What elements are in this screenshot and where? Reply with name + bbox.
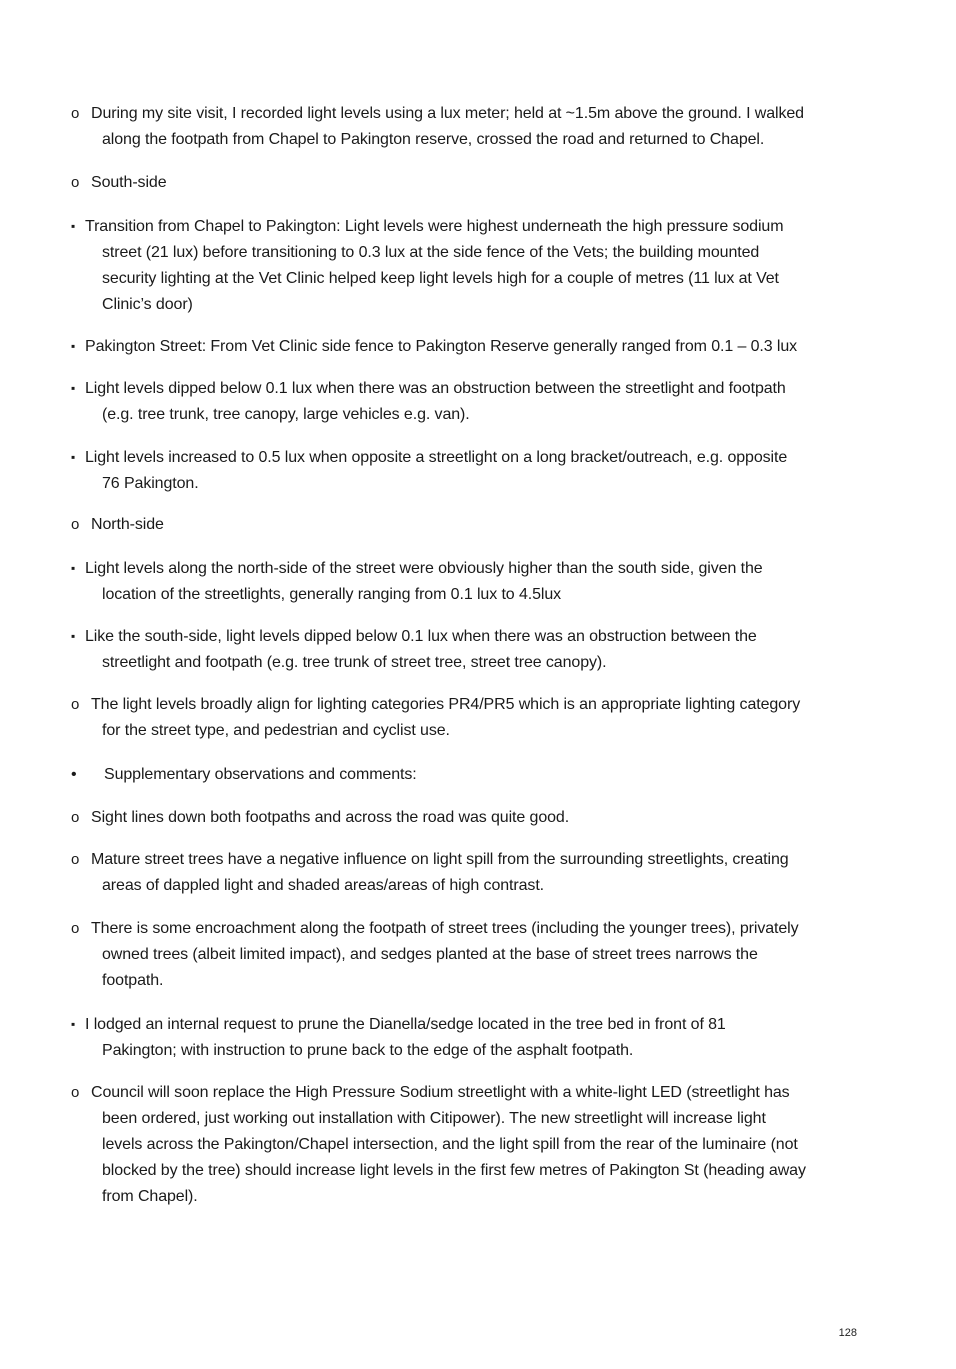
square-bullet-icon: ▪ [71,629,76,643]
paragraph-line: areas of dappled light and shaded areas/areas of high contrast. [102,877,545,894]
paragraph-line: location of the streetlights, generally ranging from 0.1 lux to 4.5lux [102,586,562,603]
list-item [71,1011,861,1064]
section-heading: North-side [91,516,164,533]
paragraph-line: footpath. [102,972,164,989]
bullet-icon: • [71,766,77,783]
list-item [71,555,861,608]
paragraph-line: Transition from Chapel to Pakington: Light levels were highest underneath the high pressure sodium [85,218,784,235]
paragraph-line: security lighting at the Vet Clinic helped keep light levels high for a couple of metres (11 lux at Vet [102,270,779,287]
circle-bullet-icon: o [71,851,80,868]
list-item [71,762,861,788]
list-item [71,623,861,676]
list-item [71,444,861,497]
list-item [71,512,861,538]
circle-bullet-icon: o [71,920,80,937]
circle-bullet-icon: o [71,516,80,533]
paragraph-line: The light levels broadly align for lighting categories PR4/PR5 which is an appropriate lighting category [91,696,801,713]
paragraph-line: Sight lines down both footpaths and across the road was quite good. [91,809,570,826]
circle-bullet-icon: o [71,696,80,713]
paragraph-line: Light levels along the north-side of the street were obviously higher than the south side, given the [85,560,763,577]
paragraph-line: street (21 lux) before transitioning to 0.3 lux at the side fence of the Vets; the building mounted [102,244,760,261]
paragraph-line: I lodged an internal request to prune the Dianella/sedge located in the tree bed in front of 81 [85,1016,726,1033]
list-item [71,692,861,744]
section-heading: South-side [91,174,167,191]
paragraph-line: owned trees (albeit limited impact), and sedges planted at the base of street trees narrows the [102,946,758,963]
paragraph-line: Light levels increased to 0.5 lux when opposite a streetlight on a long bracket/outreach, e.g. opposite [85,449,788,466]
page-number: 128 [838,1327,857,1339]
paragraph-line: for the street type, and pedestrian and cyclist use. [102,722,450,739]
list-item [71,916,861,994]
square-bullet-icon: ▪ [71,561,76,575]
paragraph-line: Light levels dipped below 0.1 lux when there was an obstruction between the streetlight and footpath [85,380,786,397]
square-bullet-icon: ▪ [71,381,76,395]
paragraph-line: blocked by the tree) should increase light levels in the first few metres of Pakington St (heading away [102,1162,806,1179]
paragraph-line: Pakington; with instruction to prune back to the edge of the asphalt footpath. [102,1042,634,1059]
paragraph-line: (e.g. tree trunk, tree canopy, large vehicles e.g. van). [102,406,470,423]
paragraph-line: There is some encroachment along the footpath of street trees (including the younger trees), privately [91,920,799,937]
paragraph-line: Pakington Street: From Vet Clinic side fence to Pakington Reserve generally ranged from 0.1 – 0.3 lux [85,338,798,355]
paragraph-line: Clinic’s door) [102,296,193,313]
paragraph-line: Like the south-side, light levels dipped below 0.1 lux when there was an obstruction between the [85,628,757,645]
list-item [71,847,861,899]
paragraph-line: streetlight and footpath (e.g. tree trunk of street tree, street tree canopy). [102,654,607,671]
paragraph-line: During my site visit, I recorded light levels using a lux meter; held at ~1.5m above the ground. I walked [91,105,804,122]
list-item [71,375,861,428]
circle-bullet-icon: o [71,1084,80,1101]
list-item [71,333,861,360]
paragraph-line: levels across the Pakington/Chapel intersection, and the light spill from the rear of the luminaire (not [102,1136,798,1153]
circle-bullet-icon: o [71,105,80,122]
section-heading: Supplementary observations and comments: [104,766,417,783]
paragraph-line: 76 Pakington. [102,475,199,492]
circle-bullet-icon: o [71,809,80,826]
square-bullet-icon: ▪ [71,1017,76,1031]
circle-bullet-icon: o [71,174,80,191]
paragraph-line: from Chapel). [102,1188,198,1205]
list-item [71,213,861,318]
list-item [71,101,861,153]
list-item [71,805,861,831]
paragraph-line: Council will soon replace the High Pressure Sodium streetlight with a white-light LED (streetlight has [91,1084,790,1101]
paragraph-line: been ordered, just working out installation with Citipower). The new streetlight will increase light [102,1110,766,1127]
square-bullet-icon: ▪ [71,339,76,353]
list-item [71,170,861,196]
paragraph-line: along the footpath from Chapel to Pakington reserve, crossed the road and returned to Chapel. [102,131,765,148]
square-bullet-icon: ▪ [71,450,76,464]
list-item [71,1080,861,1210]
paragraph-line: Mature street trees have a negative influence on light spill from the surrounding streetlights, creating [91,851,789,868]
square-bullet-icon: ▪ [71,219,76,233]
